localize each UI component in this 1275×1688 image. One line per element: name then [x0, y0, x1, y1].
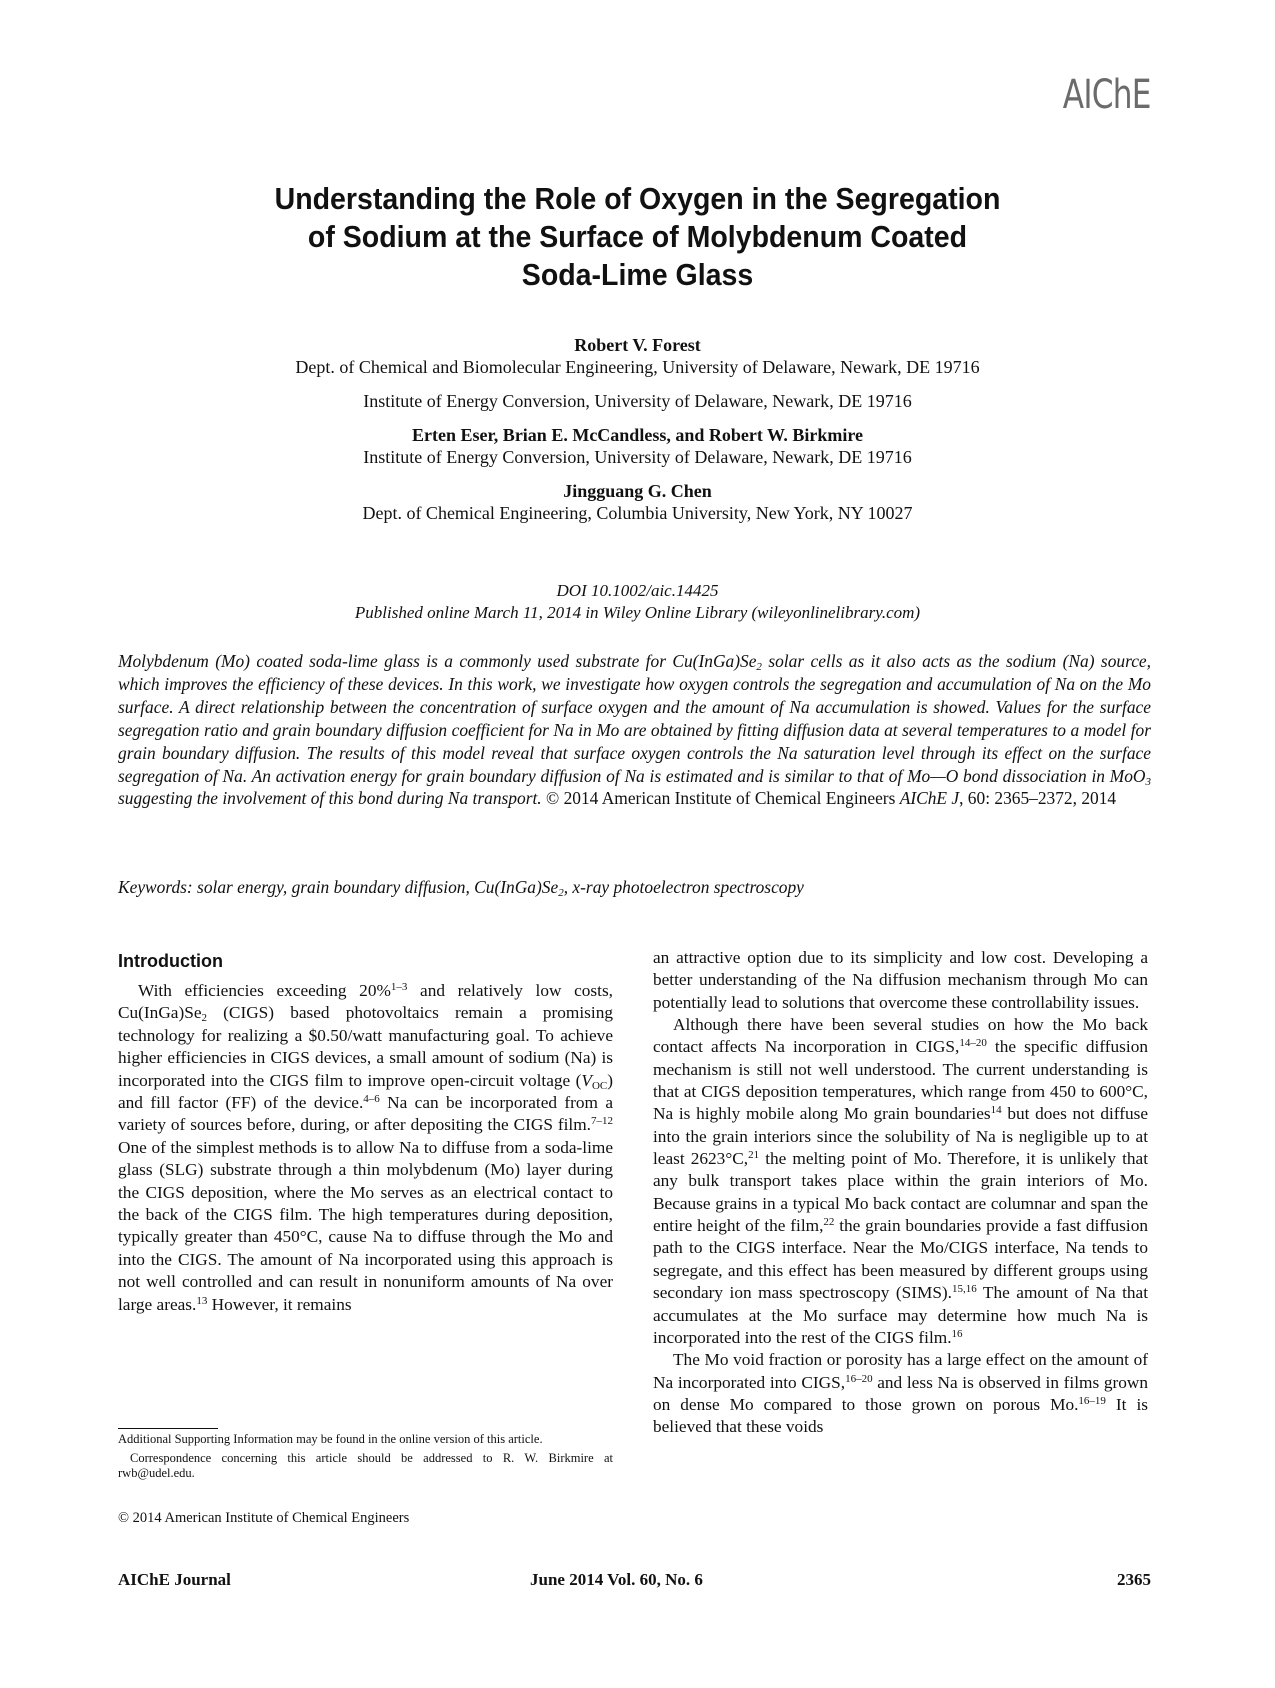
footer-journal: AIChE Journal [118, 1570, 231, 1589]
copyright-note: © 2014 American Institute of Chemical Engineers [118, 1510, 410, 1526]
footnotes [118, 1432, 613, 1485]
symbol: V [581, 1070, 592, 1090]
section-heading-introduction: Introduction [118, 951, 223, 971]
published-online: Published online March 11, 2014 in Wiley Online Library (wileyonlinelibrary.com) [354, 603, 921, 622]
text: Although there have been several studies on how the Mo back contact affects Na incorporation in CIGS, [653, 1015, 1148, 1057]
affiliation: Dept. of Chemical and Biomolecular Engineering, University of Delaware, Newark, DE 19716 [295, 357, 980, 377]
publication-info [120, 580, 1155, 624]
text: the melting point of Mo. Therefore, it is unlikely that any bulk transport takes place within the grain interiors of Mo. Because grains in a typical Mo back contact are columnar and span the entire height of the film, [653, 1149, 1148, 1236]
text: and relatively low costs, Cu(InGa)Se [118, 981, 613, 1023]
affiliation: Institute of Energy Conversion, University of Delaware, Newark, DE 19716 [363, 447, 912, 467]
citation: 7–12 [591, 1115, 613, 1128]
author-block [120, 334, 1155, 534]
title-line: Soda-Lime Glass [521, 257, 754, 292]
page-number: 2365 [1117, 1570, 1151, 1589]
footer-issue: June 2014 Vol. 60, No. 6 [530, 1570, 703, 1589]
citation: 16 [951, 1327, 963, 1340]
author-name: Erten Eser, Brian E. McCandless, and Robert W. Birkmire [411, 425, 864, 445]
text: With efficiencies exceeding 20% [138, 981, 391, 1000]
citation: 14 [990, 1104, 1002, 1117]
subscript: OC [591, 1079, 608, 1092]
citation: 15,16 [952, 1283, 977, 1296]
paper-title [207, 180, 1067, 294]
subscript: 2 [558, 887, 564, 899]
doi: DOI 10.1002/aic.14425 [556, 581, 719, 600]
affiliation: Dept. of Chemical Engineering, Columbia University, New York, NY 10027 [362, 503, 913, 523]
citation: 14–20 [959, 1037, 987, 1050]
subscript: 3 [1145, 775, 1151, 788]
text: It is believed that these voids [653, 1394, 1148, 1437]
right-column [653, 947, 1148, 1439]
abstract-text: solar cells as it also acts as the sodium (Na) source, which improves the efficiency of these devices. In this work, we investigate how oxygen controls the segregation and accumulation of Na on the Mo surface. A direct relationship between the concentration of surface oxygen and the amount of Na accumulation is showed. Values for the surface segregation ratio and grain boundary diffusion coefficient for Na in Mo are obtained by fitting diffusion data at several temperatures to a model for grain boundary diffusion. The results of this model reveal that surface oxygen controls the Na saturation level through its effect on the surface segregation of Na. An activation energy for grain boundary diffusion of Na is estimated and is similar to that of Mo—O bond dissociation in MoO [118, 651, 1151, 786]
paragraph [118, 980, 613, 1316]
paragraph: an attractive option due to its simplicity and low cost. Developing a better understanding of the Na diffusion mechanism through Mo can potentially lead to solutions that overcome these controllability issues. [653, 948, 1148, 1012]
journal-logo: AIChE [1063, 72, 1151, 118]
abstract-text: suggesting the involvement of this bond during Na transport. [118, 788, 542, 809]
abstract-text: Molybdenum (Mo) coated soda-lime glass is a commonly used substrate for Cu(InGa)Se [118, 651, 757, 671]
keywords-text: , x-ray photoelectron spectroscopy [563, 877, 804, 897]
abstract-copyright: © 2014 American Institute of Chemical Engineers [541, 788, 900, 809]
abstract [118, 650, 1151, 810]
left-column [118, 980, 613, 1316]
citation: 16–20 [845, 1372, 873, 1385]
text: the specific diffusion mechanism is still not well understood. The current understanding is that at CIGS deposition temperatures, which range from 450 to 600°C, Na is highly mobile along Mo grain boundaries [653, 1037, 1148, 1124]
text: One of the simplest methods is to allow Na to diffuse from a soda-lime glass (SLG) substrate through a thin molybdenum (Mo) layer during the CIGS deposition, where the Mo serves as an electrical contact to the back of the CIGS film. The high temperatures during deposition, typically greater than 450°C, cause Na to diffuse through the Mo and into the CIGS. The amount of Na incorporated using this approach is not well controlled and can result in nonuniform amounts of Na over large areas. [118, 1137, 613, 1314]
abstract-citation: , 60: 2365–2372, 2014 [959, 788, 1117, 809]
citation: 13 [196, 1294, 208, 1307]
title-line: Understanding the Role of Oxygen in the Segregation [274, 181, 1001, 216]
subscript: 2 [756, 661, 762, 673]
citation: 1–3 [390, 981, 408, 993]
subscript: 2 [201, 1012, 208, 1025]
keywords [118, 876, 1151, 899]
text: ) and fill factor (FF) of the device. [118, 1070, 613, 1113]
footnote: Correspondence concerning this article should be addressed to R. W. Birkmire at rwb@udel.edu. [118, 1451, 613, 1480]
text: but does not diffuse into the grain interiors since the solubility of Na is negligible up to at least 2623°C, [653, 1104, 1148, 1169]
footnote: Additional Supporting Information may be found in the online version of this article. [118, 1432, 543, 1446]
author-group [120, 424, 1155, 468]
paragraph [653, 1349, 1148, 1438]
citation: 16–19 [1078, 1394, 1106, 1407]
affiliation: Institute of Energy Conversion, University of Delaware, Newark, DE 19716 [363, 391, 912, 411]
keywords-text: Keywords: solar energy, grain boundary diffusion, Cu(InGa)Se [118, 877, 559, 897]
author-name: Robert V. Forest [574, 335, 701, 355]
author-name: Jingguang G. Chen [563, 481, 712, 501]
author-group [120, 334, 1155, 412]
citation: 4–6 [363, 1093, 380, 1106]
text: the grain boundaries provide a fast diffusion path to the CIGS interface. Near the Mo/CIGS interface, Na tends to segregate, and this effect has been measured by different groups using secondary ion mass spectroscopy (SIMS). [653, 1216, 1148, 1303]
text: The amount of Na that accumulates at the Mo surface may determine how much Na is incorporated into the rest of the CIGS film. [653, 1283, 1149, 1347]
paragraph [653, 1014, 1148, 1349]
text: and less Na is observed in films grown on dense Mo compared to those grown on porous Mo. [653, 1372, 1149, 1414]
text: However, it remains [207, 1294, 352, 1314]
text: The Mo void fraction or porosity has a large effect on the amount of Na incorporated into CIGS, [653, 1350, 1148, 1392]
text: Na can be incorporated from a variety of sources before, during, or after depositing the CIGS film. [118, 1093, 613, 1135]
citation: 21 [748, 1149, 760, 1162]
title-line: of Sodium at the Surface of Molybdenum Coated [307, 219, 968, 254]
author-group [120, 480, 1155, 524]
text: (CIGS) based photovoltaics remain a promising technology for realizing a $0.50/watt manufacturing goal. To achieve higher efficiencies in CIGS devices, a small amount of sodium (Na) is incorporated into the CIGS film to improve open-circuit voltage ( [118, 1003, 613, 1090]
footnote-divider [118, 1428, 218, 1429]
citation: 22 [823, 1216, 835, 1229]
journal-abbrev: AIChE J [899, 788, 960, 809]
